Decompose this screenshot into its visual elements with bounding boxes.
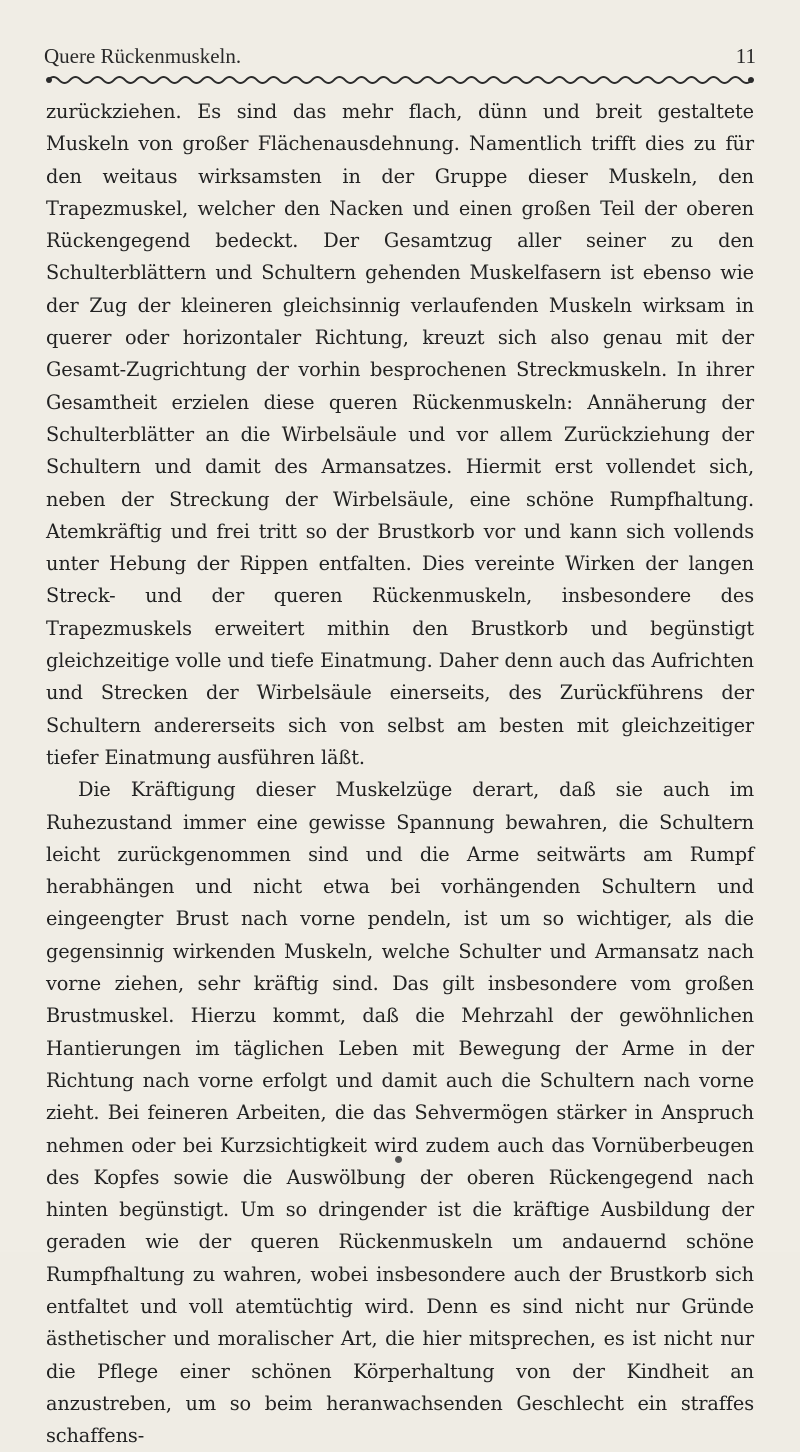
ornament-dot-left [46,77,52,83]
running-title: Quere Rückenmuskeln. [44,44,242,68]
paragraph-1: zurückziehen. Es sind das mehr flach, dünn und breit gestaltete Muskeln von großer Flächenausdehnung. Namentlich trifft dies zu für den weitaus wirksamsten in der Gruppe dieser Muskeln, den Trapezmuskel, welcher den Nacken und einen großen Teil der oberen Rückengegend bedeckt. Der Gesamtzug aller seiner zu den Schulterblättern und Schultern gehenden Muskelfasern ist ebenso wie der Zug der kleineren gleichsinnig verlaufenden Muskeln wirksam in querer oder horizontaler Richtung, kreuzt sich also genau mit der Gesamt-Zugrichtung der vorhin besprochenen Streckmuskeln. In ihrer Gesamtheit erzielen diese queren Rückenmuskeln: Annäherung der Schulterblätter an die Wirbelsäule und vor allem Zurückziehung der Schultern und damit des Armansatzes. Hiermit erst vollendet sich, neben der Streckung der Wirbelsäule, eine schöne Rumpfhaltung. Atemkräftig und frei tritt so der Brustkorb vor und kann sich vollends unter Hebung der Rippen entfalten. Dies vereinte Wirken der langen Streck- und der queren Rückenmuskeln, insbesondere des Trapezmuskels erweitert mithin den Brustkorb und begünstigt gleichzeitige volle und tiefe Einatmung. Daher denn auch das Aufrichten und Strecken der Wirbelsäule einerseits, des Zurückführens der Schultern andererseits sich von selbst am besten mit gleichzeitiger tiefer Einatmung ausführen läßt. [46,100,754,769]
footer-dot-icon [395,1156,402,1163]
ornament-wave [48,77,752,83]
header-ornament-rule [46,74,754,86]
ornament-dot-right [748,77,754,83]
body-text [46,96,754,1452]
ornament-icon [46,74,754,86]
paragraph-2: Die Kräftigung dieser Muskelzüge derart, daß sie auch im Ruhezustand immer eine gewisse Spannung bewahren, die Schultern leicht zurückgenommen sind und die Arme seitwärts am Rumpf herabhängen und nicht etwa bei vorhängenden Schultern und eingeengter Brust nach vorne pendeln, ist um so wichtiger, als die gegensinnig wirkenden Muskeln, welche Schulter und Armansatz nach vorne ziehen, sehr kräftig sind. Das gilt insbesondere vom großen Brustmuskel. Hierzu kommt, daß die Mehrzahl der gewöhnlichen Hantierungen im täglichen Leben mit Bewegung der Arme in der Richtung nach vorne erfolgt und damit auch die Schultern nach vorne zieht. Bei feineren Arbeiten, die das Sehvermögen stärker in Anspruch nehmen oder bei Kurzsichtigkeit wird zudem auch das Vornüberbeugen des Kopfes sowie die Auswölbung der oberen Rückengegend nach hinten begünstigt. Um so dringender ist die kräftige Ausbildung der geraden wie der queren Rückenmuskeln um andauernd schöne Rumpfhaltung zu wahren, wobei insbesondere auch der Brustkorb sich entfaltet und voll atemtüchtig wird. Denn es sind nicht nur Gründe ästhetischer und moralischer Art, die hier mitsprechen, es ist nicht nur die Pflege einer schönen Körperhaltung von der Kindheit an anzustreben, um so beim heranwachsenden Geschlecht ein straffes schaffens- [46,778,754,1448]
running-header [44,44,756,74]
page-number: 11 [735,44,756,68]
